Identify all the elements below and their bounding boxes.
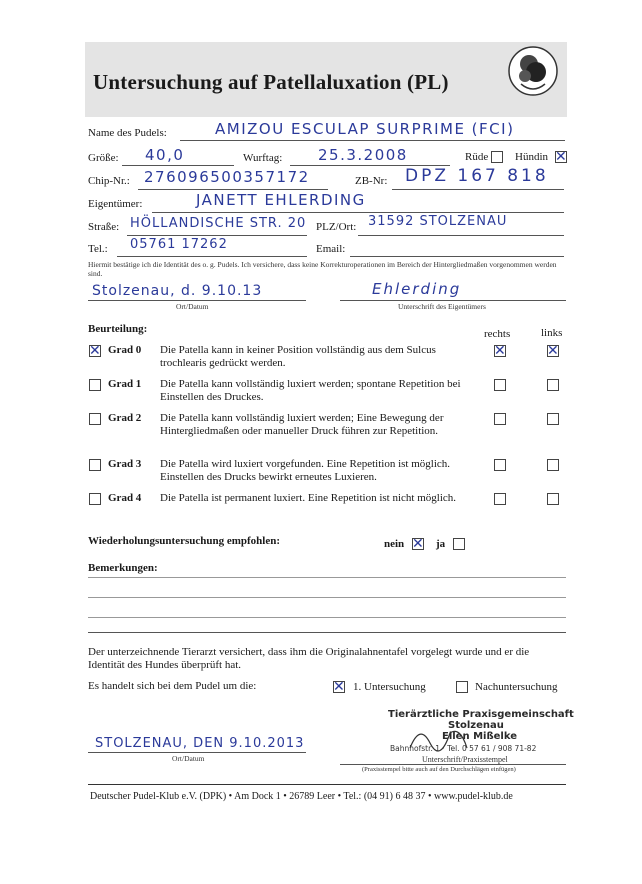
male-label: Rüde — [465, 151, 489, 163]
vet-statement: Der unterzeichnende Tierarzt versichert, dass ihm die Originalahnentafel vorgelegt wurde und er die Identität des Hundes überprüft hat. — [88, 646, 530, 671]
first-exam-label: 1. Untersuchung — [353, 681, 426, 693]
size-line — [122, 165, 234, 166]
grade-4-text: Die Patella ist permanent luxiert. Eine Repetition ist nicht möglich. — [160, 492, 457, 504]
grade-2-right-checkbox[interactable] — [494, 413, 506, 425]
size-label: Größe: — [88, 152, 119, 164]
grade-0-left-check-mark: ✕ — [547, 343, 559, 359]
grade-3-right-checkbox[interactable] — [494, 459, 506, 471]
stamp-caption: Unterschrift/Praxisstempel — [422, 755, 508, 764]
grade-3-left-checkbox[interactable] — [547, 459, 559, 471]
repeat-no-check-mark: ✕ — [412, 536, 424, 552]
grade-0-right-checkbox[interactable] — [494, 345, 506, 357]
street-value: HÖLLANDISCHE STR. 20 — [130, 216, 307, 231]
remarks-label: Bemerkungen: — [88, 562, 158, 574]
grade-3-text: Die Patella wird luxiert vorgefunden. Eine Repetition ist möglich. Einstellen des Drucks bewirkt erneutes Luxieren. — [160, 458, 451, 483]
owner-place-date-value: Stolzenau, d. 9.10.13 — [92, 283, 263, 299]
footer-divider — [88, 784, 566, 785]
grade-4-checkbox[interactable] — [89, 493, 101, 505]
owner-signature: Ehlerding — [372, 280, 462, 298]
grade-0-left-checkbox[interactable] — [547, 345, 559, 357]
grade-2-left-checkbox[interactable] — [547, 413, 559, 425]
email-line — [350, 256, 564, 257]
grade-4-left-checkbox[interactable] — [547, 493, 559, 505]
grade-1-label: Grad 1 — [108, 378, 142, 390]
first-exam-checkbox[interactable] — [333, 681, 345, 693]
owner-label: Eigentümer: — [88, 198, 143, 210]
zb-value: DPZ 167 818 — [405, 166, 549, 186]
exam-type-label: Es handelt sich bei dem Pudel um die: — [88, 680, 257, 692]
footer-text: Deutscher Pudel-Klub e.V. (DPK) • Am Dock 1 • 26789 Leer • Tel.: (04 91) 6 48 37 • www.pudel-klub.de — [90, 791, 513, 802]
grade-3-checkbox[interactable] — [89, 459, 101, 471]
zip-label: PLZ/Ort: — [316, 221, 357, 233]
stamp-line-4: Bahnhofstr. 1 · Tel. 0 57 61 / 908 71-82 — [390, 744, 537, 753]
repeat-yes-label: ja — [436, 538, 446, 550]
remarks-line-3 — [88, 617, 566, 618]
owner-value: JANETT EHLERDING — [196, 191, 366, 209]
grade-0-checkbox[interactable] — [89, 345, 101, 357]
grade-0-label: Grad 0 — [108, 344, 142, 356]
remarks-line-2 — [88, 597, 566, 598]
chip-line — [138, 189, 328, 190]
declaration-text: Hiermit bestätige ich die Identität des o. g. Pudels. Ich versichere, dass keine Korrekturoperationen im Bereich der Hintergliedmaßen vorgenommen werden sind. — [88, 260, 557, 278]
repeat-yes-checkbox[interactable] — [453, 538, 465, 550]
vet-place-date-line — [88, 752, 306, 753]
owner-line — [152, 212, 564, 213]
chip-value: 276096500357172 — [144, 168, 310, 186]
grade-1-right-checkbox[interactable] — [494, 379, 506, 391]
tel-label: Tel.: — [88, 243, 108, 255]
tel-line — [117, 256, 307, 257]
name-line — [180, 140, 565, 141]
grade-2-label: Grad 2 — [108, 412, 142, 424]
owner-signature-line — [340, 300, 566, 301]
stamp-line-2: Stolzenau — [448, 720, 504, 731]
page-title: Untersuchung auf Patellaluxation (PL) — [93, 70, 449, 94]
female-checkbox[interactable] — [555, 151, 567, 163]
left-label: links — [541, 327, 563, 339]
zb-line — [392, 189, 564, 190]
grade-4-label: Grad 4 — [108, 492, 142, 504]
email-label: Email: — [316, 243, 346, 255]
grade-0-check-mark: ✕ — [89, 343, 101, 359]
grade-2-text: Die Patella kann vollständig luxiert werden; Eine Bewegung der Hintergliedmaßen oder manueller Druck führen zur Repetition. — [160, 412, 444, 437]
stamp-note: (Praxisstempel bitte auch auf den Durchschlägen einfügen) — [362, 766, 516, 773]
vet-place-date-value: STOLZENAU, DEN 9.10.2013 — [95, 736, 305, 751]
right-label: rechts — [484, 328, 511, 340]
vet-signature-line — [340, 764, 566, 765]
size-value: 40,0 — [145, 146, 185, 164]
grade-3-label: Grad 3 — [108, 458, 142, 470]
tel-value: 05761 17262 — [130, 237, 228, 252]
grade-0-right-check-mark: ✕ — [494, 343, 506, 359]
street-line — [127, 235, 307, 236]
birth-label: Wurftag: — [243, 152, 283, 164]
grade-4-right-checkbox[interactable] — [494, 493, 506, 505]
repeat-no-checkbox[interactable] — [412, 538, 424, 550]
zip-value: 31592 STOLZENAU — [368, 214, 508, 229]
street-label: Straße: — [88, 221, 120, 233]
grade-1-checkbox[interactable] — [89, 379, 101, 391]
zb-label: ZB-Nr: — [355, 175, 388, 187]
name-label: Name des Pudels: — [88, 127, 167, 139]
name-value: AMIZOU ESCULAP SURPRIME (FCI) — [215, 120, 515, 138]
grade-0-text: Die Patella kann in keiner Position vollständig aus dem Sulcus trochlearis gedrückt werden. — [160, 344, 436, 369]
repeat-label: Wiederholungsuntersuchung empfohlen: — [88, 535, 281, 547]
assessment-title: Beurteilung: — [88, 323, 148, 335]
owner-place-date-caption: Ort/Datum — [176, 302, 209, 311]
stamp-line-3: Ellen Mißelke — [442, 731, 518, 742]
vet-place-date-caption: Ort/Datum — [172, 754, 205, 763]
grade-1-left-checkbox[interactable] — [547, 379, 559, 391]
vet-signature-icon — [405, 718, 475, 758]
remarks-line-1 — [88, 577, 566, 578]
section-divider — [88, 632, 566, 633]
female-check-mark: ✕ — [555, 149, 567, 165]
male-checkbox[interactable] — [491, 151, 503, 163]
grade-2-checkbox[interactable] — [89, 413, 101, 425]
first-exam-check-mark: ✕ — [333, 679, 345, 695]
female-label: Hündin — [515, 151, 548, 163]
zip-line — [358, 235, 564, 236]
grade-1-text: Die Patella kann vollständig luxiert werden; spontane Repetition bei Einstellen des Druckes. — [160, 378, 461, 403]
owner-place-date-line — [88, 300, 306, 301]
follow-up-label: Nachuntersuchung — [475, 681, 558, 693]
follow-up-checkbox[interactable] — [456, 681, 468, 693]
birth-value: 25.3.2008 — [318, 146, 408, 164]
poodle-logo-icon — [505, 44, 561, 98]
repeat-no-label: nein — [384, 538, 405, 550]
owner-signature-caption: Unterschrift des Eigentümers — [398, 302, 486, 311]
chip-label: Chip-Nr.: — [88, 175, 130, 187]
stamp-line-1: Tierärztliche Praxisgemeinschaft — [388, 709, 574, 720]
